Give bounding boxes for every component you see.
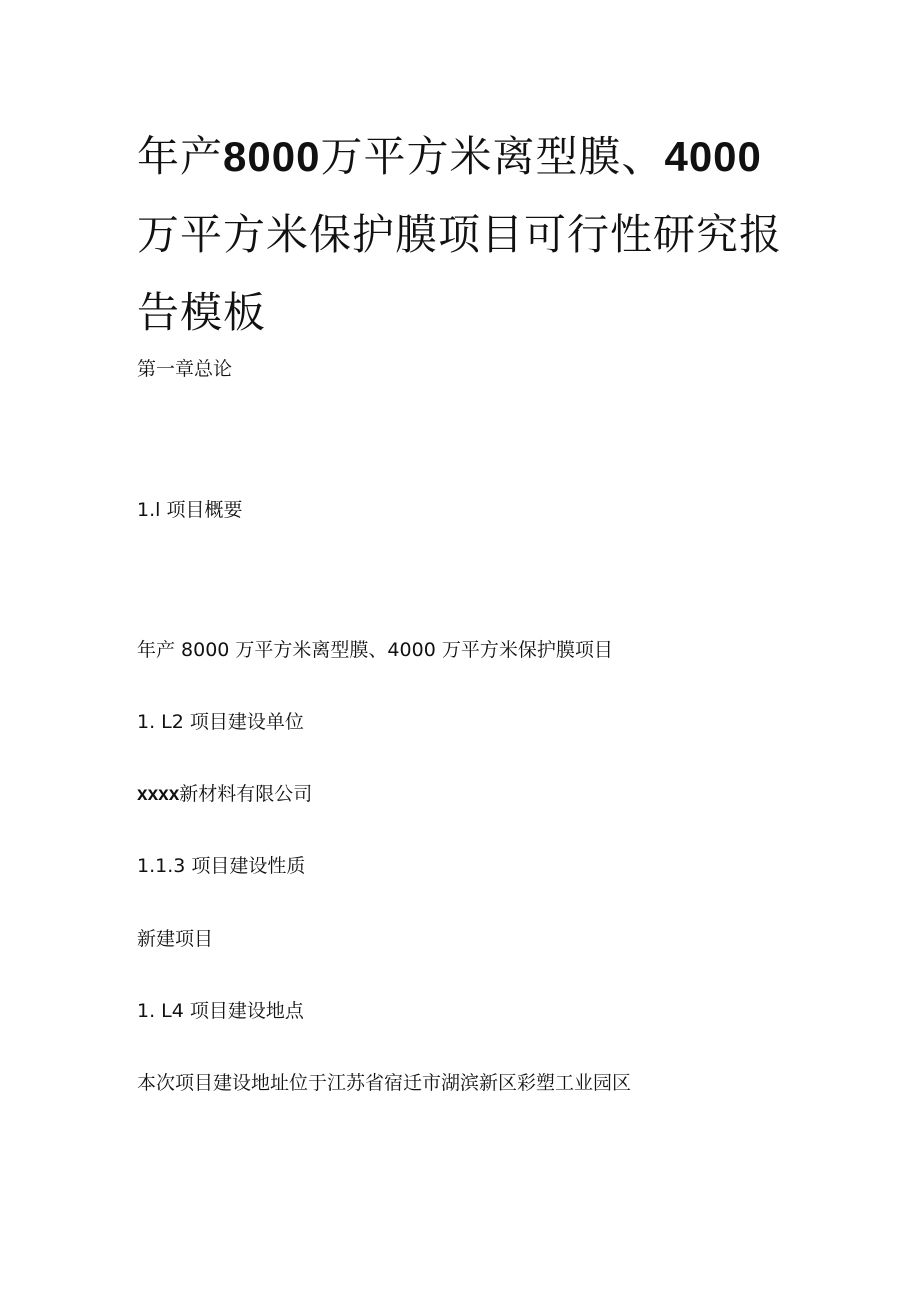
construction-location: 本次项目建设地址位于江苏省宿迁市湖滨新区彩塑工业园区	[137, 1072, 632, 1094]
chapter-heading: 第一章总论	[137, 358, 233, 380]
title-part-3: 万平方米保护膜项目可行性研究报告模板	[137, 210, 783, 337]
section-heading-1-1-4: 1. L4 项目建设地点	[137, 1000, 304, 1022]
title-part-1: 年产	[137, 132, 224, 181]
section-heading-1-1: 1.l 项目概要	[137, 499, 243, 521]
construction-unit	[137, 781, 312, 808]
construction-nature: 新建项目	[137, 928, 214, 950]
section-heading-1-1-3: 1.1.3 项目建设性质	[137, 855, 306, 877]
title-number-2: 4000	[664, 133, 762, 180]
document-title	[137, 118, 787, 352]
title-part-2: 万平方米离型膜、	[320, 132, 665, 181]
title-number-1: 8000	[223, 133, 321, 180]
unit-name-prefix: xxxx	[137, 784, 180, 805]
unit-name-rest: 新材料有限公司	[179, 783, 313, 805]
project-name: 年产 8000 万平方米离型膜、4000 万平方米保护膜项目	[137, 639, 613, 661]
section-heading-1-1-2: 1. L2 项目建设单位	[137, 711, 304, 733]
